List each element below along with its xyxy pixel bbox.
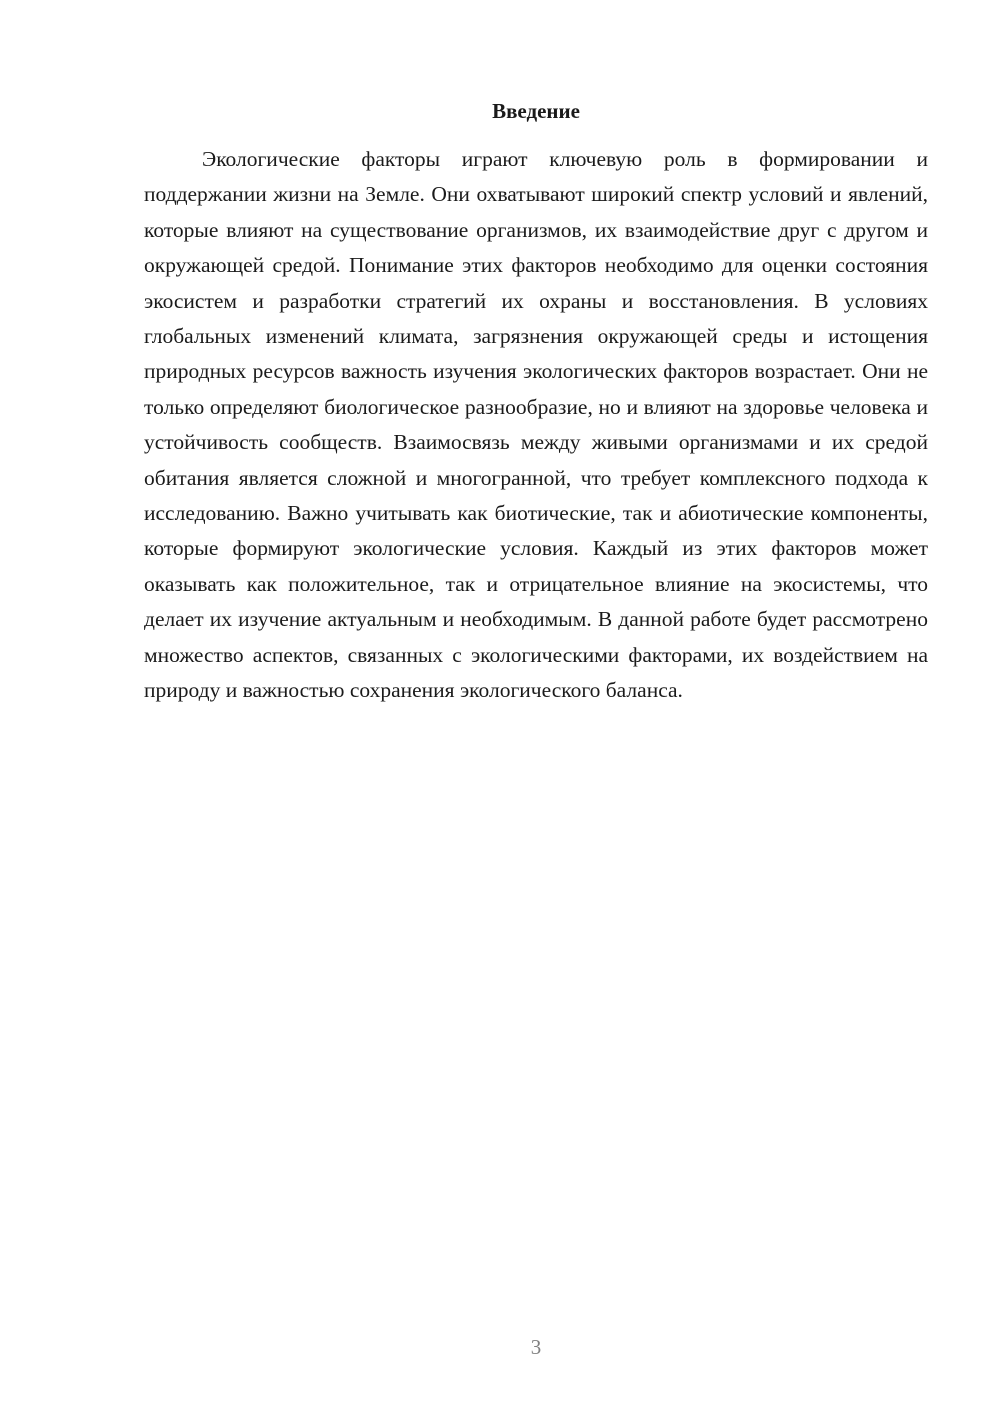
section-heading: Введение — [492, 99, 580, 123]
body-paragraph: Экологические факторы играют ключевую роль в формировании и поддержании жизни на Земле. Они охватывают широкий спектр условий и явлений, которые влияют на существование организмов, их взаимодействие друг с другом и окружающей средой. Понимание этих факторов необходимо для оценки состояния экосистем и разработки стратегий их охраны и восстановления. В условиях глобальных изменений климата, загрязнения окружающей среды и истощения природных ресурсов важность изучения экологических факторов возрастает. Они не только определяют биологическое разнообразие, но и влияют на здоровье человека и устойчивость сообществ. Взаимосвязь между живыми организмами и их средой обитания является сложной и многогранной, что требует комплексного подхода к исследованию. Важно учитывать как биотические, так и абиотические компоненты, которые формируют экологические условия. Каждый из этих факторов может оказывать как положительное, так и отрицательное влияние на экосистемы, что делает их изучение актуальным и необходимым. В данной работе будет рассмотрено множество аспектов, связанных с экологическими факторами, их воздействием на природу и важностью сохранения экологического баланса. — [144, 147, 928, 703]
page-number: 3 — [530, 1335, 542, 1359]
